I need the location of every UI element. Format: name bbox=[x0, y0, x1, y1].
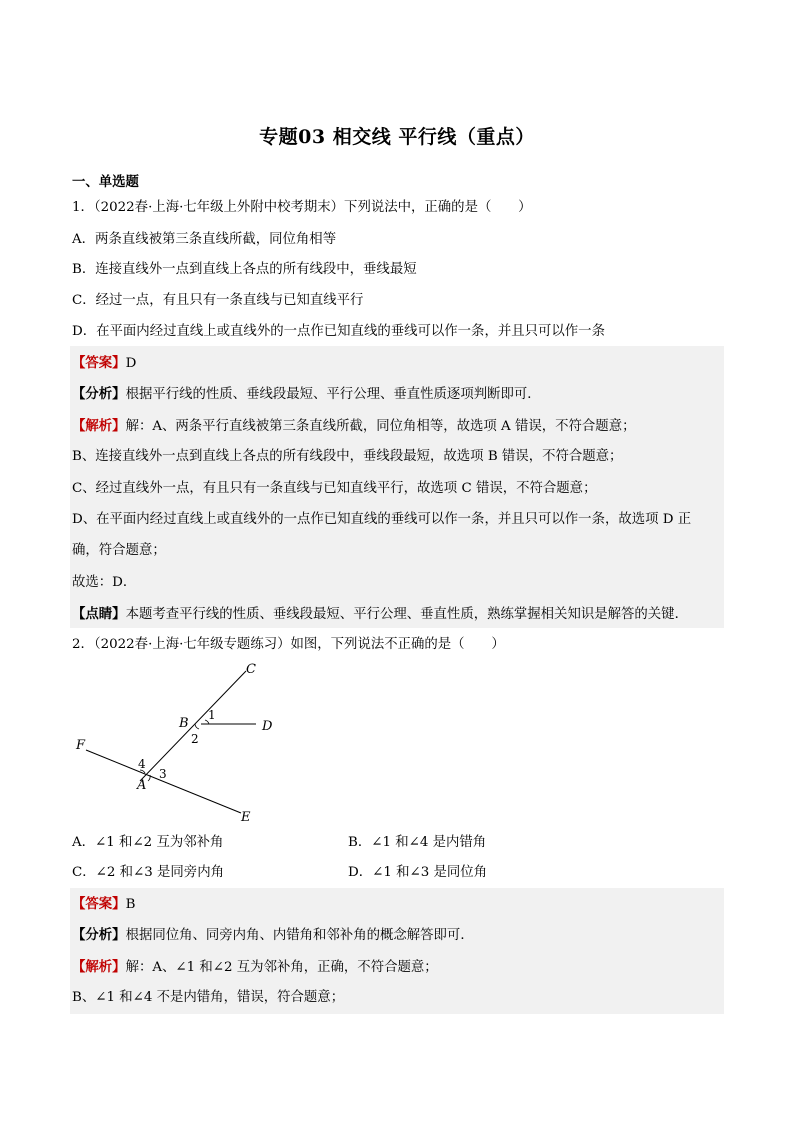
page-title: 专题03 相交线 平行线（重点） bbox=[259, 126, 535, 148]
label-b: B bbox=[179, 716, 189, 731]
answer-value: D bbox=[125, 356, 137, 371]
q1-option-d: D．在平面内经过直线上或直线外的一点作已知直线的垂线可以作一条，并且只可以作一条 bbox=[72, 324, 605, 339]
q1-option-a: A．两条直线被第三条直线所截，同位角相等 bbox=[72, 232, 337, 247]
label-d: D bbox=[262, 719, 273, 734]
solution-tag: 【解析】 bbox=[72, 959, 126, 975]
label-angle-4: 4 bbox=[138, 757, 146, 771]
solution-text: 解：A、两条平行直线被第三条直线所截，同位角相等，故选项 A 错误，不符合题意； bbox=[125, 419, 636, 434]
angle-2-arc bbox=[195, 724, 199, 729]
answer-value: B bbox=[125, 897, 136, 912]
analysis-tag: 【分析】 bbox=[72, 927, 126, 943]
q1-solution-line-1 bbox=[72, 417, 635, 436]
comment-text: 本题考查平行线的性质、垂线段最短、平行公理、垂直性质，熟练掌握相关知识是解答的关键． bbox=[125, 607, 688, 622]
label-angle-3: 3 bbox=[159, 767, 167, 781]
q1-solution-line-6: 故选：D． bbox=[72, 575, 137, 590]
q1-solution-line-4: D、在平面内经过直线上或直线外的一点作已知直线的垂线可以作一条，并且只可以作一条，故选项 D 正 bbox=[72, 512, 692, 527]
q1-option-c: C．经过一点，有且只有一条直线与已知直线平行 bbox=[72, 293, 364, 308]
q2-analysis bbox=[72, 926, 474, 945]
q1-solution-line-5: 确，符合题意； bbox=[72, 543, 166, 558]
section-heading: 一、单选题 bbox=[72, 174, 139, 190]
q2-option-d: D．∠1 和∠3 是同位角 bbox=[348, 865, 488, 880]
q2-answer bbox=[72, 895, 135, 914]
q1-answer bbox=[72, 354, 136, 373]
q1-solution-line-2: B、连接直线外一点到直线上各点的所有线段中，垂线段最短，故选项 B 错误，不符合题意； bbox=[72, 449, 623, 464]
line-ac bbox=[140, 671, 246, 781]
q1-option-b: B．连接直线外一点到直线上各点的所有线段中，垂线最短 bbox=[72, 262, 417, 277]
label-angle-1: 1 bbox=[208, 708, 216, 722]
geometry-figure bbox=[60, 655, 300, 830]
analysis-text: 根据平行线的性质、垂线段最短、平行公理、垂直性质逐项判断即可． bbox=[125, 387, 541, 402]
analysis-text: 根据同位角、同旁内角、内错角和邻补角的概念解答即可． bbox=[125, 928, 474, 943]
comment-tag: 【点睛】 bbox=[72, 606, 126, 622]
analysis-tag: 【分析】 bbox=[72, 386, 126, 402]
label-a: A bbox=[137, 778, 147, 793]
q2-option-c: C．∠2 和∠3 是同旁内角 bbox=[72, 865, 224, 880]
label-angle-2: 2 bbox=[191, 732, 199, 746]
q2-option-b: B．∠1 和∠4 是内错角 bbox=[348, 835, 487, 850]
solution-tag: 【解析】 bbox=[72, 418, 126, 434]
q1-analysis bbox=[72, 385, 541, 404]
q2-option-a: A．∠1 和∠2 互为邻补角 bbox=[72, 835, 224, 850]
label-e: E bbox=[241, 810, 251, 825]
solution-text: 解：A、∠1 和∠2 互为邻补角，正确，不符合题意； bbox=[125, 960, 438, 975]
q1-comment bbox=[72, 605, 688, 624]
q1-solution-line-3: C、经过直线外一点，有且只有一条直线与已知直线平行，故选项 C 错误，不符合题意； bbox=[72, 481, 597, 496]
q2-solution-line-2: B、∠1 和∠4 不是内错角，错误，符合题意； bbox=[72, 990, 345, 1005]
answer-tag: 【答案】 bbox=[72, 896, 126, 912]
label-c: C bbox=[246, 662, 256, 677]
q2-stem: 2．（2022春·上海·七年级专题练习）如图，下列说法不正确的是（ ） bbox=[72, 637, 505, 652]
label-f: F bbox=[76, 738, 86, 753]
q1-stem: 1．（2022春·上海·七年级上外附中校考期末）下列说法中，正确的是（ ） bbox=[72, 200, 532, 215]
q2-solution-line-1 bbox=[72, 958, 438, 977]
line-fe bbox=[86, 750, 241, 813]
answer-tag: 【答案】 bbox=[72, 355, 126, 371]
